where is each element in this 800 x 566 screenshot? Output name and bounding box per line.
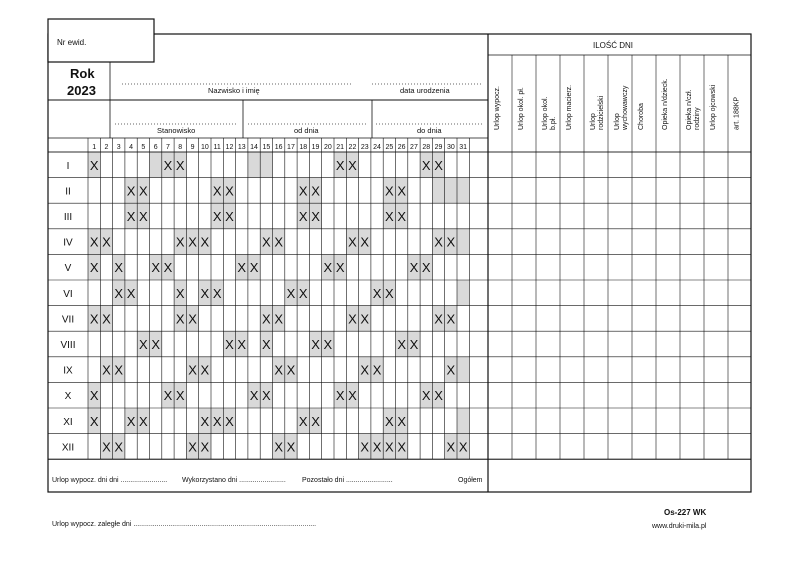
day-off-mark: X	[225, 183, 234, 199]
day-number: 20	[323, 144, 332, 151]
day-off-mark: X	[397, 413, 406, 429]
day-off-mark: X	[274, 311, 283, 327]
year-value: 2023	[67, 83, 96, 98]
day-off-mark: X	[262, 234, 271, 250]
day-off-mark: X	[225, 337, 234, 352]
day-off-mark: X	[311, 183, 320, 199]
day-off-mark: X	[237, 337, 247, 352]
day-number: 24	[373, 144, 381, 151]
urlop-zalegle-footer: Urlop wypocz. zaległe dni ..............................................................................................	[52, 521, 317, 528]
day-number: 7	[165, 144, 170, 151]
day-number: 18	[299, 144, 308, 151]
day-off-mark: X	[348, 157, 357, 173]
day-number: 4	[129, 144, 134, 151]
day-off-mark: X	[372, 439, 382, 455]
form-code: Os-227 WK	[664, 508, 707, 517]
wykorzystano-footer: Wykorzystano dni ........................	[182, 477, 286, 484]
day-off-mark: X	[385, 413, 394, 429]
day-number: 16	[274, 144, 283, 151]
day-number: 9	[190, 144, 195, 151]
day-number: 13	[237, 144, 246, 151]
urlop-wypocz-footer: Urlop wypocz. dni dni ........................	[52, 477, 168, 484]
day-number: 28	[422, 144, 431, 151]
month-label: VII	[61, 314, 75, 326]
day-off-mark: X	[139, 209, 148, 224]
day-off-mark: X	[139, 183, 148, 199]
ilosc-dni-title: ILOŚĆ DNI	[593, 41, 634, 50]
day-off-mark: X	[434, 234, 443, 250]
day-off-mark: X	[335, 260, 345, 276]
ilosc-col-label: Choroba	[638, 103, 645, 130]
shaded-day-cell	[260, 152, 272, 178]
day-off-mark: X	[89, 388, 99, 404]
day-off-mark: X	[212, 183, 222, 199]
day-number: 23	[360, 144, 369, 151]
month-label: II	[65, 186, 71, 198]
shaded-day-cell	[457, 408, 469, 434]
day-number: 6	[153, 144, 158, 151]
day-number: 12	[225, 144, 234, 151]
day-off-mark: X	[200, 285, 210, 301]
day-off-mark: X	[348, 234, 357, 250]
shaded-day-cell	[445, 178, 457, 204]
day-off-mark: X	[89, 260, 99, 276]
day-off-mark: X	[200, 413, 210, 429]
website: www.druki-mila.pl	[652, 523, 707, 530]
day-off-mark: X	[89, 311, 99, 327]
day-number: 1	[92, 144, 97, 151]
ilosc-col-label: Urlop okol. pł.	[518, 87, 525, 130]
ilosc-col-label: Urlop wypocz.	[494, 86, 501, 130]
day-number: 27	[410, 144, 418, 151]
ilosc-col-label: Urlop macierz.	[566, 84, 573, 130]
day-number: 8	[178, 144, 183, 151]
day-off-mark: X	[89, 413, 99, 429]
day-off-mark: X	[139, 413, 148, 429]
day-number: 5	[141, 144, 146, 151]
nazwisko-label: Nazwisko i imię	[208, 86, 260, 95]
month-label: V	[64, 263, 72, 275]
day-off-mark: X	[249, 260, 259, 276]
ilosc-col-label: art. 188KP	[733, 96, 741, 130]
day-number: 30	[446, 144, 455, 151]
day-number: 25	[385, 144, 394, 151]
pozostalo-footer: Pozostało dni ........................	[302, 477, 393, 484]
day-off-mark: X	[385, 183, 394, 199]
day-off-mark: X	[151, 260, 160, 276]
month-label: I	[66, 160, 70, 172]
day-off-mark: X	[360, 234, 370, 250]
day-off-mark: X	[323, 260, 333, 276]
shaded-day-cell	[457, 357, 469, 383]
day-off-mark: X	[286, 439, 296, 455]
day-off-mark: X	[102, 362, 111, 378]
day-off-mark: X	[397, 183, 406, 199]
day-off-mark: X	[335, 388, 345, 404]
day-off-mark: X	[200, 362, 210, 378]
day-off-mark: X	[114, 285, 124, 301]
day-number: 14	[250, 144, 258, 151]
day-off-mark: X	[323, 337, 333, 352]
ilosc-col-label: rodziny	[694, 107, 701, 130]
day-off-mark: X	[397, 337, 406, 352]
day-off-mark: X	[163, 388, 173, 404]
day-off-mark: X	[409, 337, 419, 352]
day-off-mark: X	[249, 388, 259, 404]
do-dnia-label: do dnia	[417, 126, 442, 135]
day-off-mark: X	[274, 439, 283, 455]
day-number: 2	[104, 144, 109, 151]
rok-label: Rok	[70, 66, 95, 81]
day-off-mark: X	[372, 362, 382, 378]
day-off-mark: X	[446, 362, 456, 378]
day-off-mark: X	[237, 260, 247, 276]
day-off-mark: X	[274, 234, 283, 250]
day-off-mark: X	[446, 311, 456, 327]
day-off-mark: X	[188, 439, 197, 455]
month-label: X	[64, 391, 72, 403]
day-off-mark: X	[446, 439, 456, 455]
stanowisko-label: Stanowisko	[157, 126, 196, 135]
day-off-mark: X	[188, 362, 197, 378]
month-label: XII	[61, 442, 75, 454]
data-urodzenia-label: data urodzenia	[400, 86, 450, 95]
day-off-mark: X	[89, 234, 99, 250]
day-off-mark: X	[335, 157, 345, 173]
day-number: 11	[213, 144, 221, 151]
day-number: 19	[311, 144, 320, 151]
day-off-mark: X	[421, 157, 431, 173]
ogolem-footer: Ogółem	[458, 477, 483, 484]
day-off-mark: X	[385, 439, 394, 455]
day-off-mark: X	[262, 337, 271, 352]
day-off-mark: X	[175, 234, 185, 250]
day-off-mark: X	[360, 362, 370, 378]
day-off-mark: X	[175, 157, 185, 173]
day-off-mark: X	[225, 413, 234, 429]
day-off-mark: X	[397, 439, 406, 455]
day-off-mark: X	[458, 439, 468, 455]
day-number-row	[92, 144, 467, 151]
day-number: 3	[116, 144, 121, 151]
day-off-mark: X	[163, 157, 173, 173]
day-off-mark: X	[298, 285, 308, 301]
day-off-mark: X	[348, 311, 357, 327]
day-off-mark: X	[225, 209, 234, 224]
day-off-mark: X	[274, 362, 283, 378]
day-off-mark: X	[298, 209, 308, 224]
day-off-mark: X	[360, 311, 370, 327]
month-label: VIII	[60, 340, 76, 351]
day-off-mark: X	[175, 311, 185, 327]
day-off-mark: X	[114, 362, 124, 378]
day-off-mark: X	[397, 209, 406, 224]
month-label: XI	[63, 416, 73, 428]
month-label: IX	[63, 365, 73, 377]
ilosc-col-label: Opieka n/czł.	[686, 89, 693, 130]
ilosc-dni-columns	[494, 78, 741, 131]
day-off-mark: X	[126, 285, 136, 301]
day-number: 15	[262, 144, 271, 151]
day-off-mark: X	[175, 388, 185, 404]
shaded-day-cell	[457, 229, 469, 255]
day-off-mark: X	[311, 337, 320, 352]
day-off-mark: X	[434, 388, 443, 404]
day-off-mark: X	[139, 337, 148, 352]
day-off-mark: X	[409, 260, 419, 276]
day-off-mark: X	[446, 234, 456, 250]
day-number: 29	[434, 144, 443, 151]
shaded-day-cell	[432, 178, 444, 204]
day-off-mark: X	[212, 209, 222, 224]
day-off-mark: X	[102, 234, 111, 250]
day-off-mark: X	[311, 413, 320, 429]
day-off-mark: X	[188, 234, 197, 250]
day-off-mark: X	[126, 183, 136, 199]
day-off-mark: X	[311, 209, 320, 224]
month-label: III	[63, 212, 73, 223]
ilosc-col-label: Opieka n/dzieck.	[662, 78, 669, 130]
ilosc-col-label: Urlop	[614, 113, 621, 130]
day-off-mark: X	[102, 439, 111, 455]
nr-ewid-label: Nr ewid.	[57, 38, 87, 47]
day-off-mark: X	[372, 285, 382, 301]
day-off-mark: X	[262, 388, 271, 404]
day-off-mark: X	[212, 413, 222, 429]
day-off-mark: X	[421, 388, 431, 404]
day-off-mark: X	[434, 157, 443, 173]
ilosc-col-label: Urlop ojcowski	[710, 84, 717, 130]
day-off-mark: X	[126, 209, 136, 224]
ilosc-col-label: wychowawczy	[622, 85, 629, 130]
day-number: 26	[397, 144, 406, 151]
day-off-mark: X	[114, 439, 124, 455]
ilosc-col-label: Urlop	[590, 113, 597, 130]
od-dnia-label: od dnia	[294, 126, 319, 135]
day-off-mark: X	[385, 209, 394, 224]
day-off-mark: X	[126, 413, 136, 429]
day-off-mark: X	[163, 260, 173, 276]
day-off-mark: X	[298, 183, 308, 199]
month-labels	[60, 161, 75, 454]
day-off-mark: X	[200, 439, 210, 455]
month-label: VI	[63, 288, 73, 300]
day-off-mark: X	[298, 413, 308, 429]
month-label: IV	[63, 237, 73, 249]
day-off-mark: X	[200, 234, 210, 250]
ilosc-col-label: b.pł.	[550, 116, 557, 130]
day-off-mark: X	[421, 260, 431, 276]
shaded-day-cell	[457, 280, 469, 306]
shaded-day-cell	[457, 178, 469, 204]
day-off-mark: X	[102, 311, 111, 327]
shaded-day-cell	[248, 152, 260, 178]
day-number: 17	[287, 144, 295, 151]
day-off-mark: X	[212, 285, 222, 301]
day-off-mark: X	[348, 388, 357, 404]
day-off-mark: X	[151, 337, 160, 352]
day-number: 31	[459, 144, 468, 151]
day-off-mark: X	[286, 285, 296, 301]
day-number: 21	[336, 144, 345, 151]
day-off-mark: X	[360, 439, 370, 455]
day-off-mark: X	[286, 362, 296, 378]
day-number: 10	[200, 144, 209, 151]
day-off-mark: X	[175, 285, 185, 301]
day-off-mark: X	[114, 260, 124, 276]
ilosc-col-label: Urlop okol.	[542, 96, 549, 130]
day-number: 22	[348, 144, 357, 151]
day-off-mark: X	[262, 311, 271, 327]
day-off-mark: X	[385, 285, 394, 301]
ilosc-col-label: rodzicielski	[598, 95, 605, 130]
day-off-mark: X	[89, 157, 99, 173]
shaded-day-cell	[150, 152, 162, 178]
day-off-mark: X	[188, 311, 197, 327]
day-off-mark: X	[434, 311, 443, 327]
